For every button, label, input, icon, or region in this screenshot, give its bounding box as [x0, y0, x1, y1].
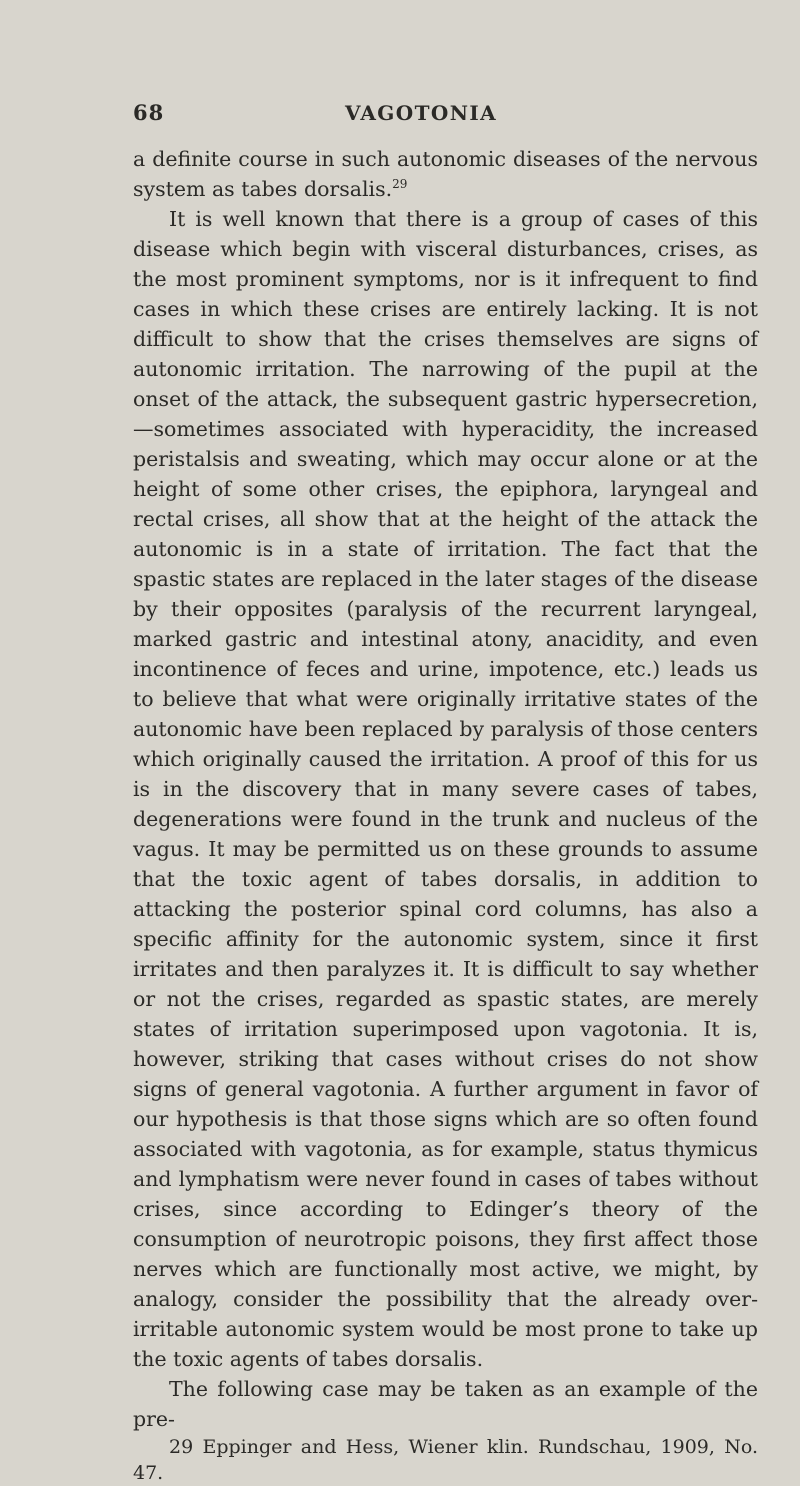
paragraph-continued-text: a definite course in such autonomic diseases of the nervous system as tabes dorsalis.	[133, 147, 758, 201]
running-title: VAGOTONIA	[345, 101, 498, 125]
footnote-reference: 29	[392, 177, 408, 191]
page-body	[133, 144, 758, 1486]
page-number: 68	[133, 100, 165, 125]
paragraph-tabes-crises: It is well known that there is a group of cases of this disease which begin with visceral disturbances, crises, as the most prominent symptoms, nor is it infrequent to find cases in which these crises are entirely lacking. It is not difficult to show that the crises themselves are signs of autonomic irritation. The narrowing of the pupil at the onset of the attack, the subsequent gastric hypersecretion,—sometimes associated with hyperacidity, the increased peristalsis and sweating, which may occur alone or at the height of some other crises, the epiphora, laryngeal and rectal crises, all show that at the height of the attack the autonomic is in a state of irritation. The fact that the spastic states are replaced in the later stages of the disease by their opposites (paralysis of the recurrent laryngeal, marked gastric and intestinal atony, anacidity, and even incontinence of feces and urine, impotence, etc.) leads us to believe that what were originally irritative states of the autonomic have been replaced by paralysis of those centers which originally caused the irritation. A proof of this for us is in the discovery that in many severe cases of tabes, degenerations were found in the trunk and nucleus of the vagus. It may be permitted us on these grounds to assume that the toxic agent of tabes dorsalis, in addition to attacking the posterior spinal cord columns, has also a specific affinity for the autonomic system, since it first irritates and then paralyzes it. It is difficult to say whether or not the crises, regarded as spastic states, are merely states of irritation superimposed upon vagotonia. It is, however, striking that cases without crises do not show signs of general vagotonia. A further argument in favor of our hypothesis is that those signs which are so often found associated with vagotonia, as for example, status thymicus and lymphatism were never found in cases of tabes without crises, since according to Edinger’s theory of the consumption of neurotropic poisons, they first affect those nerves which are functionally most active, we might, by analogy, consider the possibility that the already over-irritable autonomic system would be most prone to take up the toxic agents of tabes dorsalis.	[133, 207, 758, 1371]
paragraph-following-case: The following case may be taken as an example of the pre-	[133, 1377, 758, 1431]
paragraph-continued	[133, 144, 758, 204]
page-header	[133, 100, 758, 130]
footnote: 29 Eppinger and Hess, Wiener klin. Rundschau, 1909, No. 47.	[133, 1436, 758, 1484]
